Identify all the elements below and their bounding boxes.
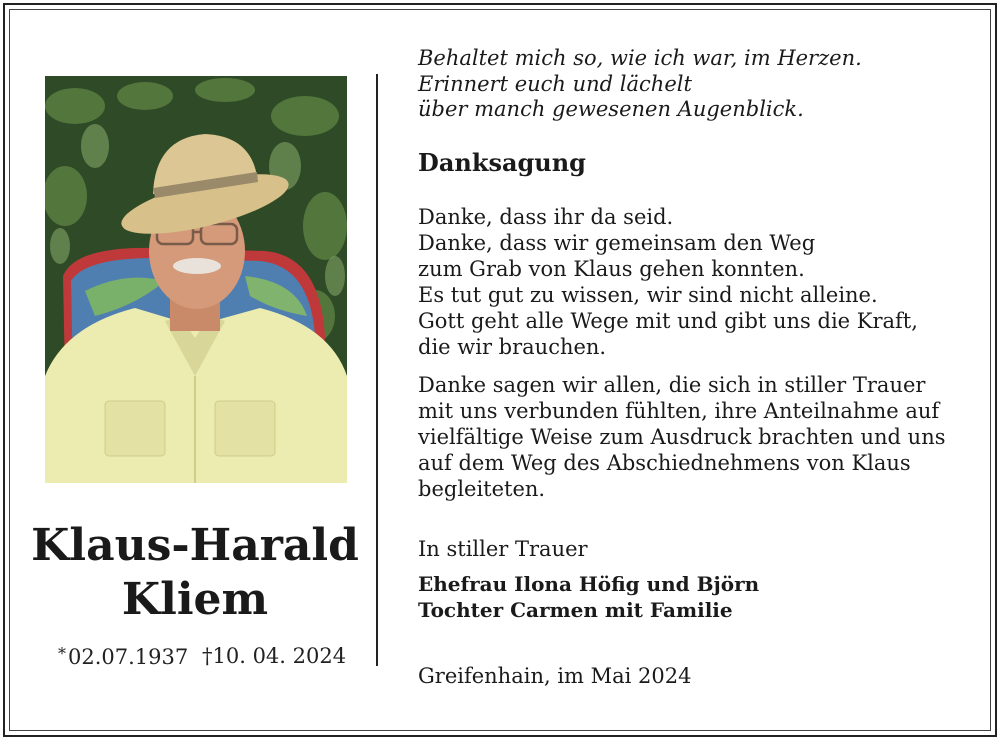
paragraph-line: mit uns verbunden fühlten, ihre Anteilnahme auf xyxy=(418,399,940,423)
poem xyxy=(418,46,862,123)
paragraph-line: zum Grab von Klaus gehen konnten. xyxy=(418,257,805,281)
paragraph-line: Danke sagen wir allen, die sich in stiller Trauer xyxy=(418,373,926,397)
poem-line: Erinnert euch und lächelt xyxy=(418,71,692,96)
paragraph-line: vielfältige Weise zum Ausdruck brachten und uns xyxy=(418,425,946,449)
paragraph-gratitude xyxy=(418,372,946,502)
death-date-group xyxy=(202,644,346,668)
deceased-last-name: Kliem xyxy=(121,574,269,625)
mourner-name: Tochter Carmen mit Familie xyxy=(418,598,733,622)
mourner-name: Ehefrau Ilona Höfig und Björn xyxy=(418,572,760,596)
poem-line: Behaltet mich so, wie ich war, im Herzen. xyxy=(418,46,862,70)
birth-date-group xyxy=(58,644,188,669)
birth-date: 02.07.1937 xyxy=(68,645,189,669)
birth-symbol: * xyxy=(58,644,66,663)
heading: Danksagung xyxy=(418,148,586,177)
paragraph-line: begleiteten. xyxy=(418,477,546,501)
paragraph-thanks xyxy=(418,204,918,360)
vertical-divider xyxy=(376,74,378,666)
paragraph-line: die wir brauchen. xyxy=(418,335,607,359)
paragraph-line: Es tut gut zu wissen, wir sind nicht alleine. xyxy=(418,283,878,307)
deceased-first-name: Klaus-Harald xyxy=(31,520,359,571)
poem-line: über manch gewesenen Augenblick. xyxy=(418,97,804,121)
paragraph-line: Gott geht alle Wege mit und gibt uns die Kraft, xyxy=(418,309,918,333)
mourners-list xyxy=(418,571,759,623)
paragraph-line: Danke, dass wir gemeinsam den Weg xyxy=(418,231,816,255)
death-symbol: † xyxy=(202,644,213,668)
portrait-photo xyxy=(45,76,347,483)
mourning-intro: In stiller Trauer xyxy=(418,537,588,561)
paragraph-line: auf dem Weg des Abschiednehmens von Klaus xyxy=(418,451,911,475)
paragraph-line: Danke, dass ihr da seid. xyxy=(418,205,674,229)
place-and-date: Greifenhain, im Mai 2024 xyxy=(418,664,692,688)
death-date: 10. 04. 2024 xyxy=(212,644,347,668)
